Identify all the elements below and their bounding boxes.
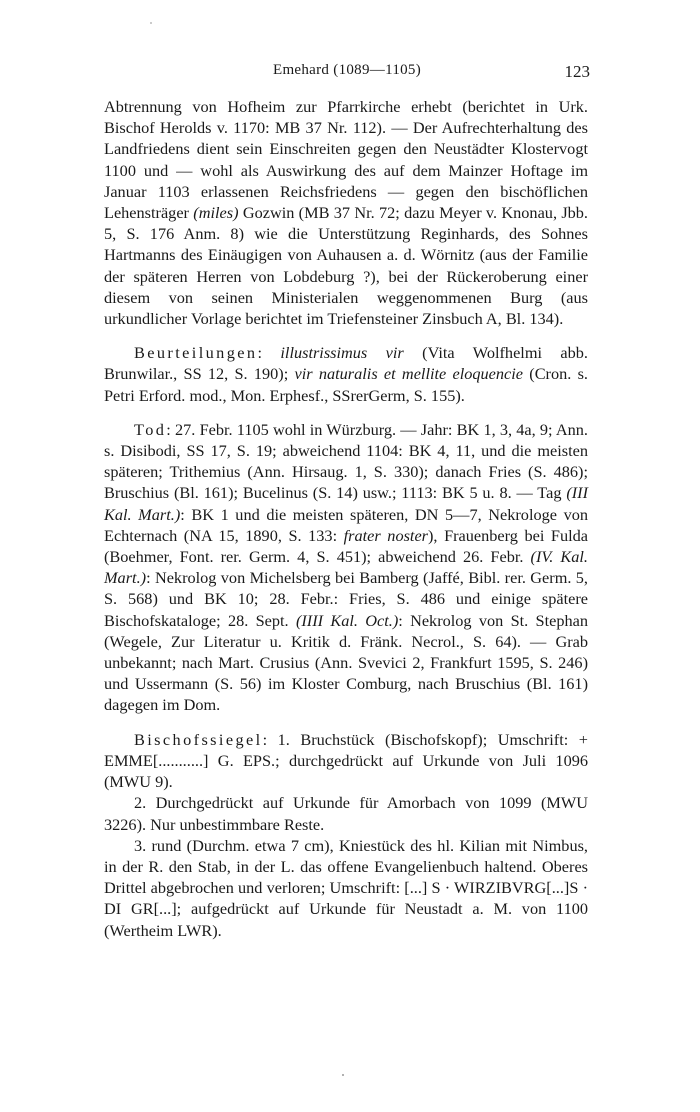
italic-quote: vir naturalis et mellite eloquencie — [294, 364, 524, 384]
section-heading-beurteilungen: Beurteilungen — [134, 343, 258, 363]
italic-quote: frater noster — [343, 525, 429, 545]
page-body — [104, 96, 588, 941]
italic-quote: illustrissimus vir — [280, 343, 404, 363]
text-run: : BK 1 und die meisten späteren, DN 5—7, Nekrologe von Echternach (NA 15, 1890, S. 133: — [104, 504, 588, 545]
italic-term: (miles) — [193, 203, 239, 223]
italic-date: (IIII Kal. Oct.) — [295, 610, 399, 630]
text-run: Gozwin (MB 37 Nr. 72; dazu Meyer v. Knonau, Jbb. 5, S. 176 Anm. 8) wie die Unterstützung Reginhards, des Sohnes Hartmanns des Einäugigen von Auhausen a. d. Wörnitz (aus der Familie der späteren Herren von Lobdeburg ?), bei der Rückeroberung einer diesem von seinen Ministerialen weggenommenen Burg (aus urkundlicher Vorlage berichtet im Triefensteiner Zinsbuch A, Bl. 134). — [104, 203, 589, 329]
section-heading-bischofssiegel: Bischofssiegel — [134, 729, 263, 749]
text-run: : — [257, 343, 281, 363]
paragraph-hofheim — [104, 96, 588, 329]
paragraph-bischofssiegel — [104, 729, 588, 793]
page-speck — [342, 1074, 344, 1076]
page-speck — [150, 22, 152, 24]
paragraph-seal-3: 3. rund (Durchm. etwa 7 cm), Kniestück des hl. Kilian mit Nimbus, in der R. den Stab, in der L. das offene Evangelienbuch haltend. Oberes Drittel abgebrochen und verloren; Umschrift: [...] S · WIRZIBVRG[...]S · DI GR[...]; aufgedrückt auf Urkunde für Neustadt a. M. von 1100 (Wertheim LWR). — [104, 835, 588, 940]
page-header — [104, 62, 590, 86]
section-heading-tod: Tod — [134, 419, 167, 439]
text-run: (Cron. s. Petri Erford. mod., Mon. Erphesf., SSrerGerm, S. 155). — [104, 364, 588, 405]
text-run: : Nekrolog von Michelsberg bei Bamberg (Jaffé, Bibl. rer. Germ. 5, S. 568) und BK 10; 28. Febr.: Fries, S. 486 und einige spätere Bischofskataloge; 28. Sept. — [104, 568, 588, 630]
paragraph-beurteilungen — [104, 342, 588, 406]
paragraph-tod — [104, 419, 588, 716]
text-run: : Nekrolog von St. Stephan (Wegele, Zur Literatur u. Kritik d. Fränk. Necrol., S. 64). — Grab unbekannt; nach Mart. Crusius (Ann. Svevici 2, Frankfurt 1595, S. 246) und Ussermann (S. 56) im Kloster Comburg, nach Bruschius (Bl. 161) dagegen im Dom. — [104, 610, 589, 715]
text-run: : 1. Bruchstück (Bischofskopf); Umschrift: + EMME[...........] G. EPS.; durchgedrückt auf Urkunde von Juli 1096 (MWU 9). — [104, 729, 588, 792]
text-run: (Vita Wolfhelmi abb. Brunwilar., SS 12, S. 190); — [104, 343, 588, 384]
text-run: ), Frauenberg bei Fulda (Boehmer, Font. rer. Germ. 4, S. 451); abweichend 26. Febr. — [104, 525, 588, 567]
page-number: 123 — [564, 62, 590, 81]
text-run: Abtrennung von Hofheim zur Pfarrkirche erhebt (berichtet in Urk. Bischof Herolds v. 1170: MB 37 Nr. 112). — Der Aufrechterhaltung des Landfriedens dient sein Einschreiten gegen den Neustädter Klostervogt 1100 und — wohl als Auswirkung des auf dem Mainzer Hoftage im Januar 1103 erlassenen Reichsfriedens — gegen den bischöflichen Lehensträger — [104, 97, 588, 223]
italic-date: (III Kal. Mart.) — [104, 483, 588, 524]
italic-date: (IV. Kal. Mart.) — [104, 547, 588, 588]
paragraph-seal-2: 2. Durchgedrückt auf Urkunde für Amorbach von 1099 (MWU 3226). Nur unbestimmbare Reste. — [104, 793, 588, 834]
running-title: Emehard (1089—1105) — [272, 62, 422, 78]
text-run: : 27. Febr. 1105 wohl in Würzburg. — Jahr: BK 1, 3, 4a, 9; Ann. s. Disibodi, SS 17, S. 19; abweichend 1104: BK 4, 11, und die meisten späteren; Trithemius (Ann. Hirsaug. 1, S. 330); danach Fries (S. 486); Bruschius (Bl. 161); Bucelinus (S. 14) usw.; 1113: BK 5 u. 8. — Tag — [104, 419, 588, 503]
